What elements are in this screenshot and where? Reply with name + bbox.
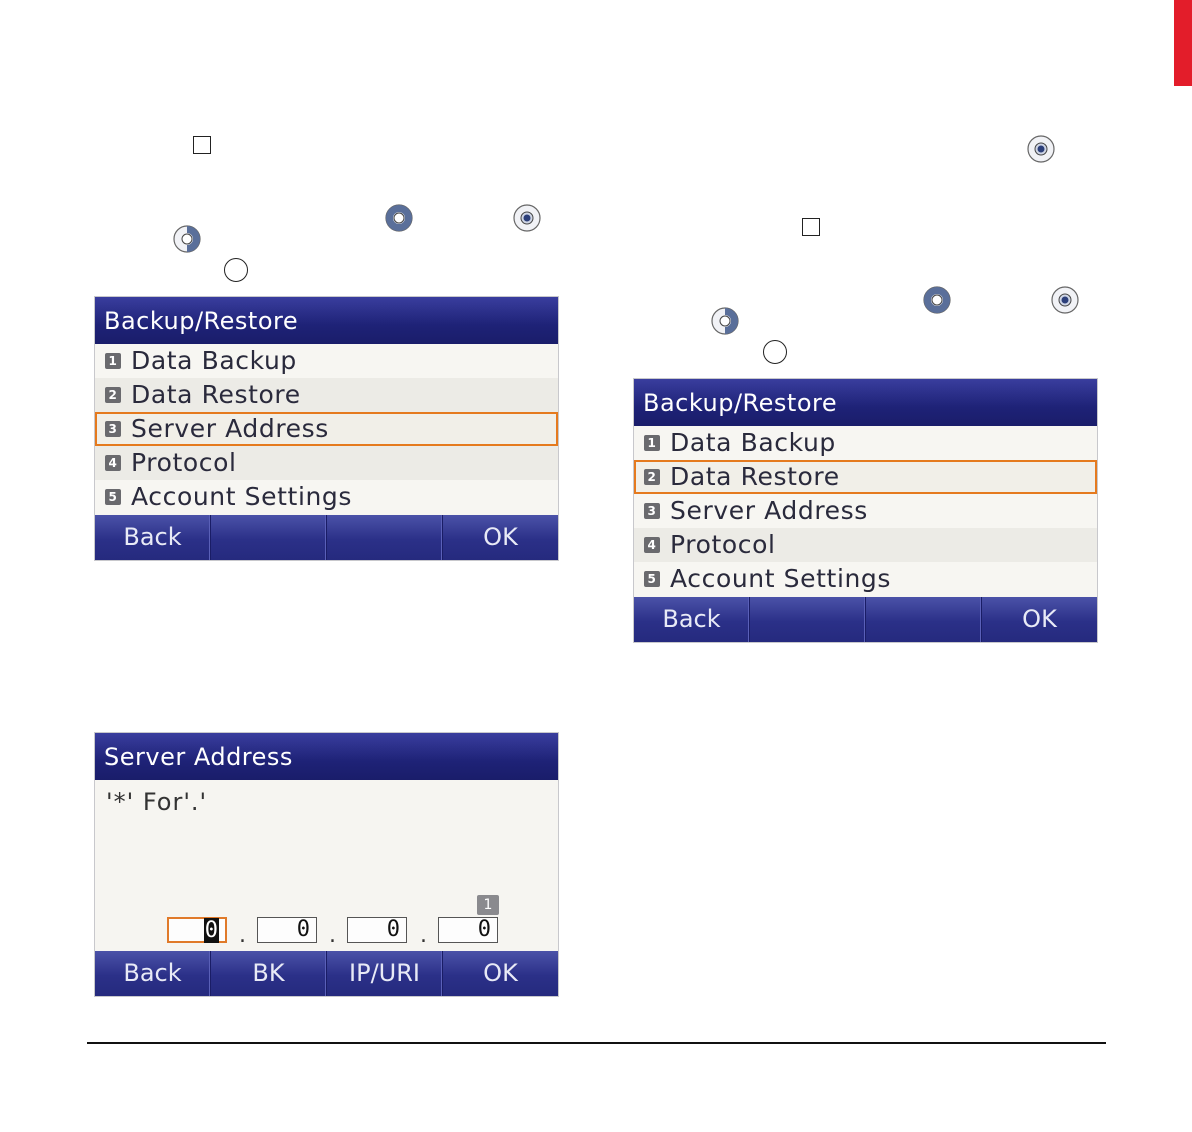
menu-item-data-restore[interactable]: [634, 460, 1097, 494]
navigation-cursor-key-icon: [922, 285, 952, 315]
menu-item-server-address[interactable]: [95, 412, 558, 446]
item-number-badge: 3: [644, 503, 660, 519]
navigation-cursor-key-icon: [172, 224, 202, 254]
navigation-cursor-key-icon: [384, 203, 414, 233]
menu-item-label: Data Restore: [131, 380, 301, 409]
softkey-3[interactable]: [327, 515, 443, 560]
softkey-3[interactable]: [866, 597, 982, 642]
menu-item-label: Server Address: [131, 414, 329, 443]
key-circle-icon: [224, 258, 248, 282]
octet-separator: .: [239, 923, 246, 948]
softkey-back[interactable]: Back: [95, 951, 211, 996]
menu-item-label: Data Backup: [131, 346, 297, 375]
item-number-badge: 3: [105, 421, 121, 437]
corner-tab: [1174, 0, 1192, 86]
softkey-ip-uri[interactable]: IP/URI: [327, 951, 443, 996]
item-number-badge: 4: [105, 455, 121, 471]
item-number-badge: 5: [105, 489, 121, 505]
menu-item-label: Data Restore: [670, 462, 840, 491]
softkey-back[interactable]: Back: [634, 597, 750, 642]
menu-item-label: Data Backup: [670, 428, 836, 457]
menu-item-label: Account Settings: [670, 564, 892, 593]
ip-octet-field-4[interactable]: 0: [438, 917, 498, 943]
menu-item-data-backup[interactable]: [634, 426, 1097, 460]
item-number-badge: 2: [644, 469, 660, 485]
menu-item-data-backup[interactable]: [95, 344, 558, 378]
page-indicator: 1: [477, 895, 499, 915]
menu-item-protocol[interactable]: [634, 528, 1097, 562]
navigation-cursor-key-icon: [1026, 134, 1056, 164]
softkey-bk[interactable]: BK: [211, 951, 327, 996]
softkey-ok[interactable]: OK: [483, 523, 518, 551]
softkey-back[interactable]: Back: [95, 515, 211, 560]
right-backup-restore-screen: [634, 379, 1097, 642]
menu-item-label: Protocol: [131, 448, 237, 477]
softkey-bar: [634, 597, 1097, 642]
server-address-screen: [95, 733, 558, 996]
menu-list: [95, 344, 558, 514]
menu-item-account-settings[interactable]: [634, 562, 1097, 596]
menu-item-data-restore[interactable]: [95, 378, 558, 412]
screen-title: Backup/Restore: [634, 379, 1097, 426]
item-number-badge: 1: [644, 435, 660, 451]
menu-item-label: Server Address: [670, 496, 868, 525]
menu-item-account-settings[interactable]: [95, 480, 558, 514]
softkey-2[interactable]: [211, 515, 327, 560]
menu-list: [634, 426, 1097, 596]
softkey-ok[interactable]: OK: [1022, 605, 1057, 633]
item-number-badge: 5: [644, 571, 660, 587]
item-number-badge: 4: [644, 537, 660, 553]
navigation-cursor-key-icon: [1050, 285, 1080, 315]
octet-separator: .: [329, 923, 336, 948]
octet-separator: .: [420, 923, 427, 948]
menu-item-label: Protocol: [670, 530, 776, 559]
softkey-2[interactable]: [750, 597, 866, 642]
menu-item-server-address[interactable]: [634, 494, 1097, 528]
navigation-cursor-key-icon: [512, 203, 542, 233]
item-number-badge: 1: [105, 353, 121, 369]
footer-rule: [87, 1042, 1106, 1044]
navigation-cursor-key-icon: [710, 306, 740, 336]
screen-title: Backup/Restore: [95, 297, 558, 344]
ip-octet-field-1[interactable]: [167, 917, 227, 943]
softkey-bar: [95, 515, 558, 560]
softkey-bar: [95, 951, 558, 996]
ip-octet-field-2[interactable]: 0: [257, 917, 317, 943]
menu-item-protocol[interactable]: [95, 446, 558, 480]
softkey-ok[interactable]: OK: [483, 959, 518, 987]
octet-value: 0: [204, 918, 218, 943]
ip-octet-field-3[interactable]: 0: [347, 917, 407, 943]
key-circle-icon: [763, 340, 787, 364]
screen-title: Server Address: [95, 733, 558, 780]
input-hint: '*' For'.': [106, 788, 208, 816]
key-square-icon: [802, 218, 820, 236]
menu-item-label: Account Settings: [131, 482, 353, 511]
item-number-badge: 2: [105, 387, 121, 403]
key-square-icon: [193, 136, 211, 154]
left-backup-restore-screen: [95, 297, 558, 560]
